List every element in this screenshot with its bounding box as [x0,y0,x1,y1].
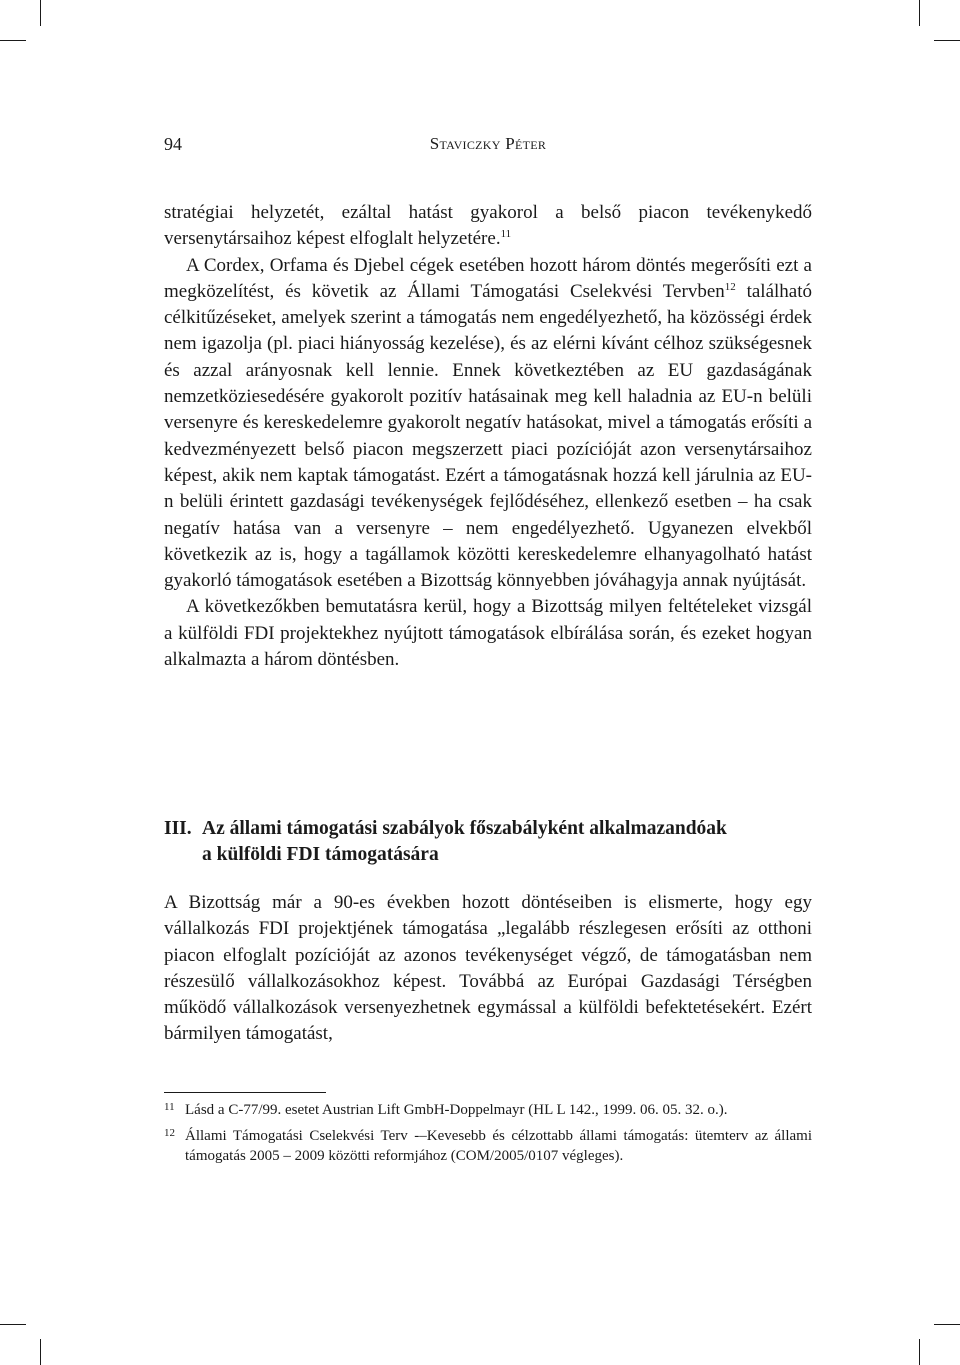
paragraph-2 [164,253,812,595]
crop-mark-top-left-vertical [40,0,41,26]
page-number: 94 [164,134,182,154]
section-title-line-1: Az állami támogatási szabályok főszabályként alkalmazandóak [202,818,727,839]
footnote-ref-11[interactable]: 11 [500,228,512,241]
footnotes [164,1100,812,1172]
footnote-divider [164,1092,326,1093]
footnote-ref-12[interactable]: 12 [724,280,736,293]
crop-mark-top-left-horizontal [0,40,26,41]
footnote-11 [164,1100,812,1121]
section-number: III. [164,818,192,839]
page-header [164,134,812,160]
crop-mark-bottom-left-vertical [40,1339,41,1365]
crop-mark-bottom-left-horizontal [0,1324,26,1325]
section-title-line-2: a külföldi FDI támogatására [202,844,439,865]
paragraph-2-text-b: található célkitűzéseket, amelyek szerint a támogatás nem engedélyezhető, ha közösségi érdek nem igazolja (pl. piaci hiányosság kezelése), és az elérni kívánt célhoz szükségesnek és azzal arányosnak kell lennie. Ennek következtében az EU gazdaságának nemzetköziesedésére gyakorolt pozitív hatásainak meg kell haladnia az EU-n belüli versenyre és kereskedelemre gyakorolt negatív hatásokat, mivel a támogatás erősíti a kedvezményezett belső piacon megszerzett piaci pozícióját azon versenytársaihoz képest, akik nem kaptak támogatást. Ezért a támogatásnak hozzá kell járulnia az EU-n belüli érintett gazdasági tevékenységek fejlődéséhez, ellenkező esetben – ha csak negatív hatása van a versenyre – nem engedélyezhető. Ugyanezen elvekből következik az is, hogy a tagállamok közötti kereskedelemre elhanyagolható hatást gyakorló támogatások esetében a Bizottság könnyebben jóváhagyja annak nyújtását. [164,280,812,592]
crop-mark-bottom-right-horizontal [934,1324,960,1325]
running-head: Staviczky Péter [429,134,547,153]
paragraph-1-text: stratégiai helyzetét, ezáltal hatást gyakorol a belső piacon tevékenykedő versenytársaihoz képest elfoglalt helyzetére. [164,202,812,250]
paragraph-3-text: A következőkben bemutatásra kerül, hogy a Bizottság milyen feltételeket vizsgál a külföldi FDI projektekhez nyújtott támogatások elbírálása során, és ezeket hogyan alkalmazta a három döntésben. [164,596,812,671]
crop-mark-top-right-vertical [919,0,920,26]
body-text-top [164,200,812,673]
section-heading [164,816,824,868]
footnote-number: 12 [164,1126,175,1139]
footnote-text: Állami Támogatási Cselekvési Terv -–Kevesebb és célzottabb állami támogatás: ütemterv az állami támogatás 2005 – 2009 közötti reformjához (COM/2005/0107 végleges). [185,1127,812,1164]
footnote-number: 11 [164,1101,175,1113]
paragraph-2-text-a: A Cordex, Orfama és Djebel cégek esetében hozott három döntés megerősíti ezt a megközelítést, és követik az Állami Támogatási Cselekvési Tervben [164,254,812,302]
paragraph-1 [164,200,812,253]
body-text-section [164,890,812,1048]
section-paragraph: A Bizottság már a 90-es években hozott döntéseiben is elismerte, hogy egy vállalkozás FDI projektjének támogatása „legalább részlegesen erősíti az otthoni piacon elfoglalt pozícióját az azonos tevékenységet végző, de támogatásban nem részesülő vállalkozásokhoz képest. Továbbá az Európai Gazdasági Térségben működő vállalkozások versenyezhetnek egymással a külföldi befektetésekért. Ezért bármilyen támogatást, [164,892,812,1045]
paragraph-3 [164,594,812,673]
footnote-12 [164,1126,812,1167]
footnote-text: Lásd a C-77/99. esetet Austrian Lift GmbH-Doppelmayr (HL L 142., 1999. 06. 05. 32. o.). [185,1102,728,1118]
crop-mark-bottom-right-vertical [919,1339,920,1365]
crop-mark-top-right-horizontal [934,40,960,41]
